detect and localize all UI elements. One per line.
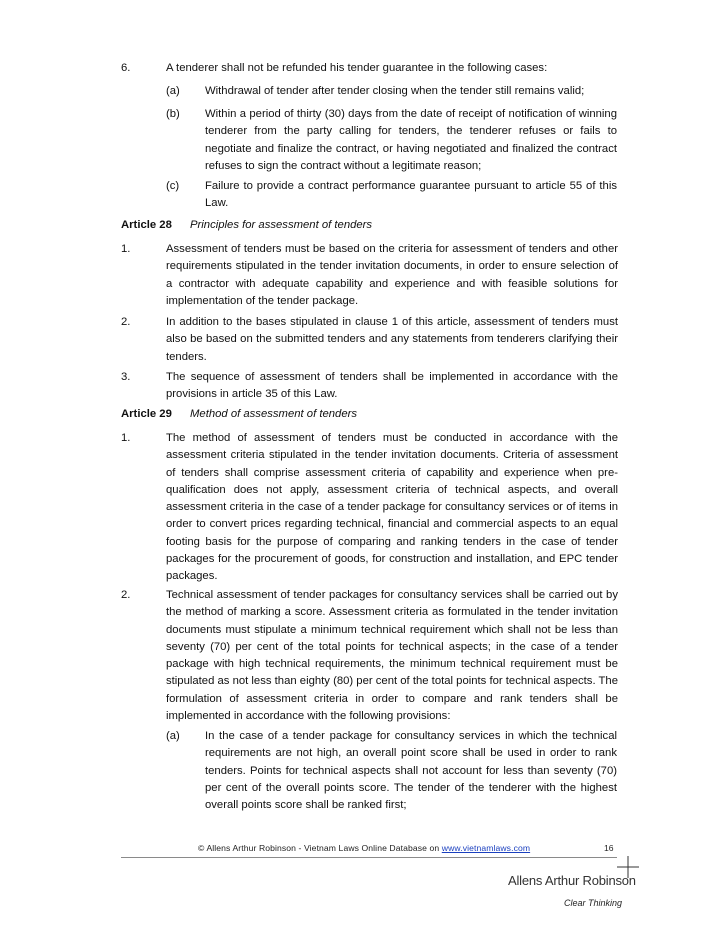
clause-text: The sequence of assessment of tenders shall be implemented in accordance with the provisions in article 35 of this Law. — [166, 371, 618, 401]
clause-number: 1. — [121, 432, 131, 444]
footer-copyright-text: © Allens Arthur Robinson - Vietnam Laws Online Database on — [198, 843, 442, 853]
footer-divider — [121, 857, 617, 858]
sub-label: (a) — [166, 85, 180, 97]
sub-text: In the case of a tender package for consultancy services in which the technical requirements are not high, an overall point score shall be used in order to rank tenders. Points for technical aspects shall not account for less than seventy (70) per cent of the overall points score. The tender of the tenderer with the highest overall points score shall be ranked first; — [205, 730, 617, 812]
clause-text: The method of assessment of tenders must be conducted in accordance with the assessment criteria stipulated in the tender invitation documents. Criteria of assessment of tenders shall comprise assessment criteria of capability and experience when pre-qualification does not apply, assessment criteria of technical aspects, and overall assessment criteria in the case of a tender package for consultancy services or of items in order to convert prices regarding technical, financial and commercial aspects to an equal footing basis for the purpose of comparing and ranking tenders in the case of tender packages for the procurement of goods, for construction and installation, and EPC tender packages. — [166, 432, 618, 583]
page-number: 16 — [604, 843, 614, 853]
sub-text: Failure to provide a contract performance guarantee pursuant to article 55 of this Law. — [205, 180, 617, 210]
footer-copyright — [198, 843, 530, 853]
item-number: 6. — [121, 62, 131, 74]
article-title: Method of assessment of tenders — [190, 408, 358, 420]
article-number: Article 29 — [121, 408, 172, 420]
article-title: Principles for assessment of tenders — [190, 219, 373, 231]
footer-link[interactable]: www.vietnamlaws.com — [441, 843, 531, 853]
sub-label: (b) — [166, 108, 180, 120]
clause-number: 2. — [121, 589, 131, 601]
clause-number: 1. — [121, 243, 131, 255]
clause-number: 3. — [121, 371, 131, 383]
brand-name: Allens Arthur Robinson — [508, 873, 636, 888]
sub-label: (c) — [166, 180, 180, 192]
clause-number: 2. — [121, 316, 131, 328]
article-number: Article 28 — [121, 219, 172, 231]
brand-tagline: Clear Thinking — [564, 898, 623, 908]
item-text: A tenderer shall not be refunded his tender guarantee in the following cases: — [166, 62, 548, 74]
article-heading — [121, 406, 358, 423]
sub-text: Within a period of thirty (30) days from the date of receipt of notification of winning tenderer from the party calling for tenders, the tenderer refuses or fails to negotiate and finalize the contract, or having negotiated and finalized the contract refuses to sign the contract without a legitimate reason; — [205, 108, 617, 172]
sub-label: (a) — [166, 730, 180, 742]
sub-text: Withdrawal of tender after tender closing when the tender still remains valid; — [205, 85, 585, 97]
article-heading — [121, 217, 373, 234]
clause-text: Technical assessment of tender packages for consultancy services shall be carried out by the method of marking a score. Assessment criteria as formulated in the tender invitation documents must stipulate a minimum technical requirement which shall not be less than seventy (70) per cent of the total points for technical aspects; in the case of a tender package with high technical requirements, the minimum technical requirement must be stipulated as not less than eighty (80) per cent of the total points for technical aspects. The formulation of assessment criteria in order to compare and rank tenders shall be implemented in accordance with the following provisions: — [166, 589, 618, 723]
clause-text: In addition to the bases stipulated in clause 1 of this article, assessment of tenders must also be based on the submitted tenders and any statements from tenderers clarifying their tenders. — [166, 316, 618, 363]
clause-text: Assessment of tenders must be based on the criteria for assessment of tenders and other requirements stipulated in the tender invitation documents, in order to ensure selection of a contractor with adequate capability and experience and with feasible solutions for implementation of the tender package. — [166, 243, 618, 307]
